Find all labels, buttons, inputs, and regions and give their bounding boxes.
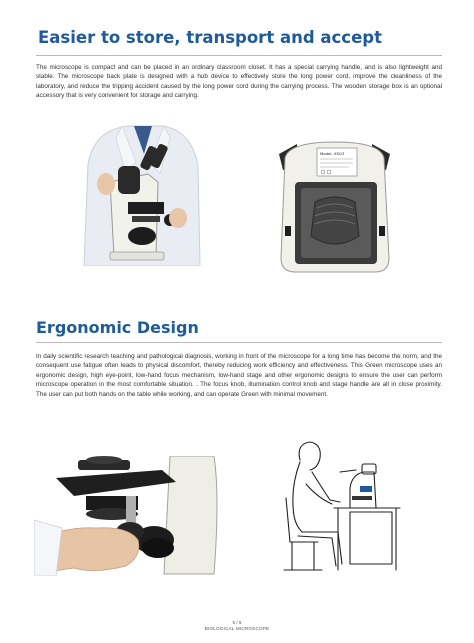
section-divider [36, 342, 442, 343]
ergonomic-posture-drawing [278, 438, 408, 576]
section-divider [36, 55, 442, 56]
page-number: 5 / 6 [232, 620, 242, 625]
section-title-storage: Easier to store, transport and accept [38, 28, 382, 47]
model-label-text: Model: XSG3 [320, 151, 345, 156]
footer-doc-title: BIOLOGICAL MICROSCOPE [204, 626, 270, 631]
focus-knob-photo [34, 456, 220, 576]
back-plate-photo [249, 140, 420, 280]
carrying-microscope-photo [66, 124, 202, 266]
section-title-ergonomic: Ergonomic Design [36, 318, 199, 337]
section-body-storage: The microscope is compact and can be placed in an ordinary classroom closet. It has a special carrying handle, and is also lightweight and stable. The microscope back plate is designed with a hub device to effectively store the long power cord, improve the cleanliness of the laboratory, and reduce the tripping accident caused by the long power cord during the carrying process. The wooden storage box is an optional accessory that is very convenient for storage and carrying. [36, 64, 442, 100]
section-body-ergonomic: In daily scientific research teaching and pathological diagnosis, working in front of the microscope for a long time has become the norm, and the consequent use fatigue often leads to physical discomfort, thereby reducing work efficiency and effectiveness. This Green microscope uses an ergonomic design, high eye-point, low-hand focus mechanism, low-hand stage and other ergonomic designs to ensure the user can perform microscope operation in the most comfortable situation. . The focus knob, illumination control knob and stage handle are all in close proximity. The user can put both hands on the table while working, and can operate Green with minimal movement. [36, 353, 442, 398]
